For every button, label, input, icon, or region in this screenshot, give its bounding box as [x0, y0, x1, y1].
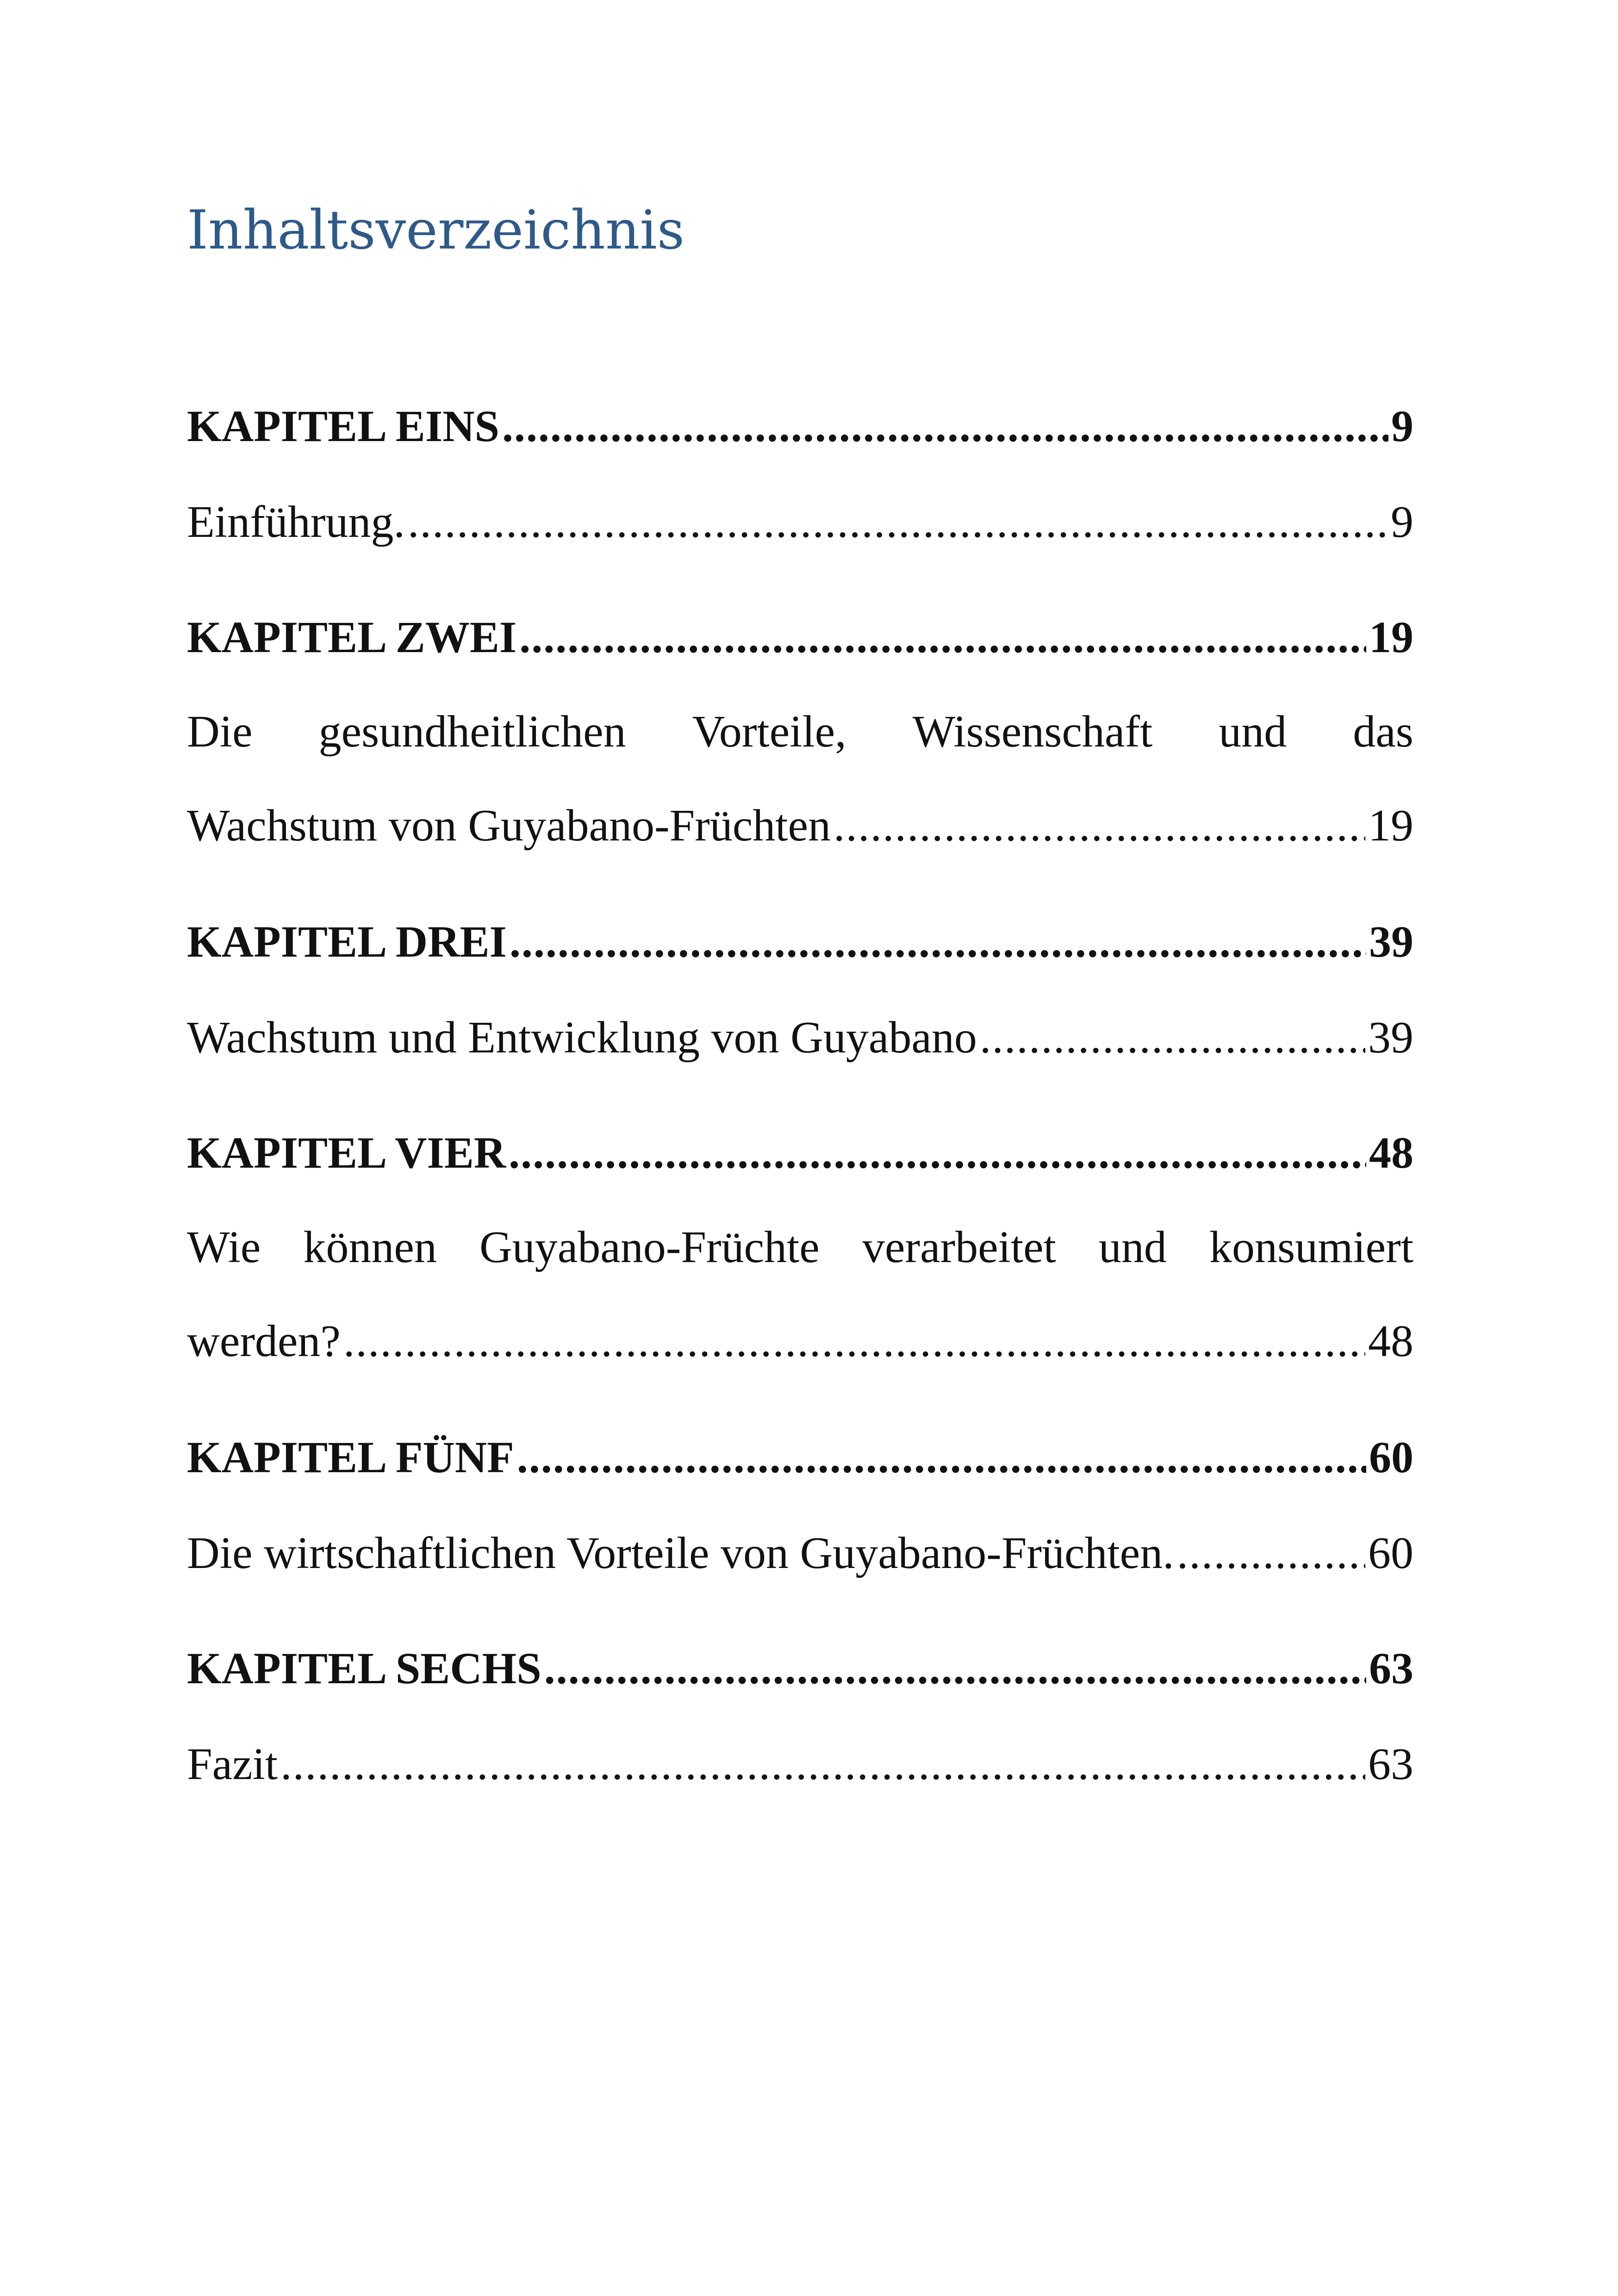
toc-section-entry-first-line[interactable]	[187, 1221, 1413, 1282]
section-word: können	[303, 1222, 437, 1272]
page-number: 9	[1391, 401, 1413, 451]
dot-leader	[408, 496, 1388, 548]
page-number: 9	[1391, 497, 1413, 547]
section-word: Wie	[187, 1222, 261, 1272]
toc-chapter-entry[interactable]	[187, 1127, 1413, 1187]
section-word: und	[1219, 707, 1287, 757]
dot-leader	[544, 1643, 1366, 1694]
toc-title: Inhaltsverzeichnis	[187, 199, 685, 261]
dot-leader	[509, 1127, 1366, 1178]
toc-section-entry[interactable]	[187, 1012, 1413, 1072]
page-number: 19	[1368, 801, 1413, 851]
dot-leader	[502, 400, 1388, 452]
chapter-heading: KAPITEL EINS	[187, 401, 499, 451]
section-word: verarbeitet	[862, 1222, 1056, 1272]
toc-chapter-entry[interactable]	[187, 916, 1413, 976]
section-title: Die wirtschaftlichen Vorteile von Guyabano-Früchten.	[187, 1528, 1174, 1578]
section-word: konsumiert	[1209, 1222, 1413, 1272]
section-word: Guyabano-Früchte	[479, 1222, 820, 1272]
section-word: und	[1098, 1222, 1167, 1272]
page-number: 60	[1369, 1432, 1413, 1482]
toc-chapter-entry[interactable]	[187, 1643, 1413, 1703]
dot-leader	[510, 916, 1366, 967]
toc-section-entry[interactable]	[187, 1315, 1413, 1375]
chapter-heading: KAPITEL VIER	[187, 1128, 506, 1177]
section-word: das	[1353, 707, 1413, 757]
chapter-heading: KAPITEL FÜNF	[187, 1432, 514, 1482]
page-number: 39	[1369, 917, 1413, 966]
page-number: 60	[1368, 1528, 1413, 1578]
dot-leader	[517, 1431, 1366, 1483]
toc-chapter-entry[interactable]	[187, 1431, 1413, 1492]
toc-chapter-entry[interactable]	[187, 400, 1413, 460]
dot-leader	[280, 1738, 1365, 1790]
toc-section-entry[interactable]	[187, 1527, 1413, 1587]
page-number: 39	[1368, 1013, 1413, 1063]
toc-section-entry[interactable]	[187, 496, 1413, 556]
toc-chapter-entry[interactable]	[187, 611, 1413, 672]
section-word: Die	[187, 707, 253, 757]
section-title: Einführung.	[187, 497, 405, 547]
dot-leader	[519, 611, 1366, 663]
section-word: Wissenschaft	[912, 707, 1153, 757]
section-title: werden?	[187, 1316, 341, 1366]
toc-list	[187, 0, 1413, 2296]
dot-leader	[980, 1012, 1365, 1064]
section-title: Wachstum von Guyabano-Früchten	[187, 801, 831, 851]
toc-section-entry-first-line[interactable]	[187, 706, 1413, 766]
dot-leader	[1177, 1527, 1365, 1579]
section-title: Fazit	[187, 1739, 278, 1789]
dot-leader	[834, 800, 1365, 852]
page-number: 19	[1369, 612, 1413, 662]
page-number: 63	[1369, 1643, 1413, 1693]
chapter-heading: KAPITEL ZWEI	[187, 612, 517, 662]
page-number: 48	[1368, 1316, 1413, 1366]
chapter-heading: KAPITEL SECHS	[187, 1643, 541, 1693]
section-word: gesundheitlichen	[318, 707, 626, 757]
chapter-heading: KAPITEL DREI	[187, 917, 507, 966]
page-number: 63	[1368, 1739, 1413, 1789]
section-word: Vorteile,	[692, 707, 846, 757]
dot-leader	[343, 1315, 1365, 1367]
toc-section-entry[interactable]	[187, 800, 1413, 860]
page-number: 48	[1369, 1128, 1413, 1177]
toc-section-entry[interactable]	[187, 1738, 1413, 1798]
section-title: Wachstum und Entwicklung von Guyabano	[187, 1013, 977, 1063]
